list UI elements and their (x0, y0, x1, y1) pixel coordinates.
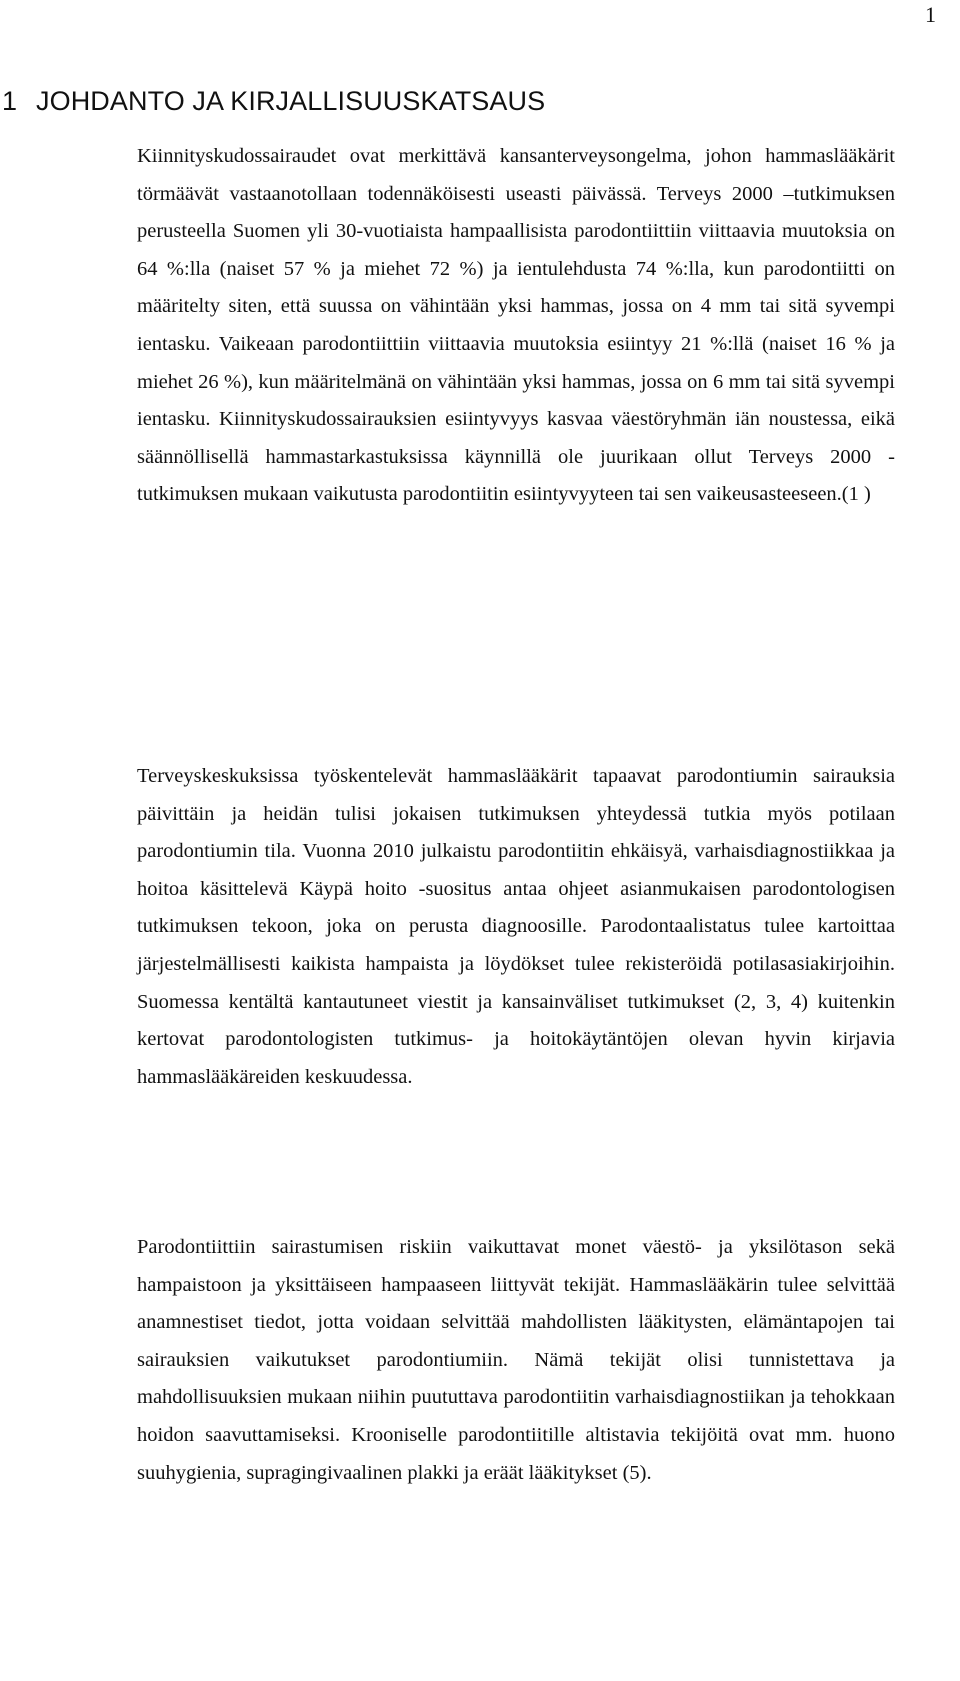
paragraph-prevalence: Kiinnityskudossairaudet ovat merkittävä kansanterveysongelma, johon hammaslääkärit törmäävät vastaanotollaan todennäköisesti useasti päivässä. Terveys 2000 –tutkimuksen perusteella Suomen yli 30-vuotiaista hampaallisista parodontiittiin viittaavia muutoksia on 64 %:lla (naiset 57 % ja miehet 72 %) ja ientulehdusta 74 %:lla, kun parodontiitti on määritelty siten, että suussa on vähintään yksi hammas, jossa on 4 mm tai sitä syvempi ientasku. Vaikeaan parodontiittiin viittaavia muutoksia esiintyy 21 %:llä (naiset 16 % ja miehet 26 %), kun määritelmänä on vähintään yksi hammas, jossa on 6 mm tai sitä syvempi ientasku. Kiinnityskudossairauksien esiintyvyys kasvaa väestöryhmän iän noustessa, eikä säännöllisellä hammastarkastuksissa käynnillä ole juurikaan ollut Terveys 2000 -tutkimuksen mukaan vaikutusta parodontiitin esiintyvyyteen tai sen vaikeusasteeseen.(1 ) (137, 145, 895, 506)
paragraph-health-centers: Terveyskeskuksissa työskentelevät hammaslääkärit tapaavat parodontiumin sairauksia päivittäin ja heidän tulisi jokaisen tutkimuksen yhteydessä tutkia myös potilaan parodontiumin tila. Vuonna 2010 julkaistu parodontiitin ehkäisyä, varhaisdiagnostiikkaa ja hoitoa käsittelevä Käypä hoito -suositus antaa ohjeet asianmukaisen parodontologisen tutkimuksen tekoon, joka on perusta diagnoosille. Parodontaalistatus tulee kartoittaa järjestelmällisesti kaikista hampaista ja löydökset tulee rekisteröidä potilasasiakirjoihin. Suomessa kentältä kantautuneet viestit ja kansainväliset tutkimukset (2, 3, 4) kuitenkin kertovat parodontologisten tutkimus- ja hoitokäytäntöjen olevan hyvin kirjavia hammaslääkäreiden keskuudessa. (137, 765, 895, 1088)
paragraph-risk-factors: Parodontiittiin sairastumisen riskiin vaikuttavat monet väestö- ja yksilötason sekä hampaistoon ja yksittäiseen hampaaseen liittyvät tekijät. Hammaslääkärin tulee selvittää anamnestiset tiedot, jotta voidaan selvittää mahdollisten lääkitysten, elämäntapojen tai sairauksien vaikutukset parodontiumiin. Nämä tekijät olisi tunnistettava ja mahdollisuuksien mukaan niihin puututtava parodontiitin varhaisdiagnostiikan ja tehokkaan hoidon saavuttamiseksi. Krooniselle parodontiitille altistavia tekijöitä ovat mm. huono suuhygienia, supragingivaalinen plakki ja eräät lääkitykset (5). (137, 1236, 895, 1484)
chapter-title: JOHDANTO JA KIRJALLISUUSKATSAUS (36, 86, 546, 116)
page-number: 1 (925, 2, 936, 27)
chapter-number: 1 (2, 86, 18, 116)
chapter-heading (2, 84, 545, 118)
